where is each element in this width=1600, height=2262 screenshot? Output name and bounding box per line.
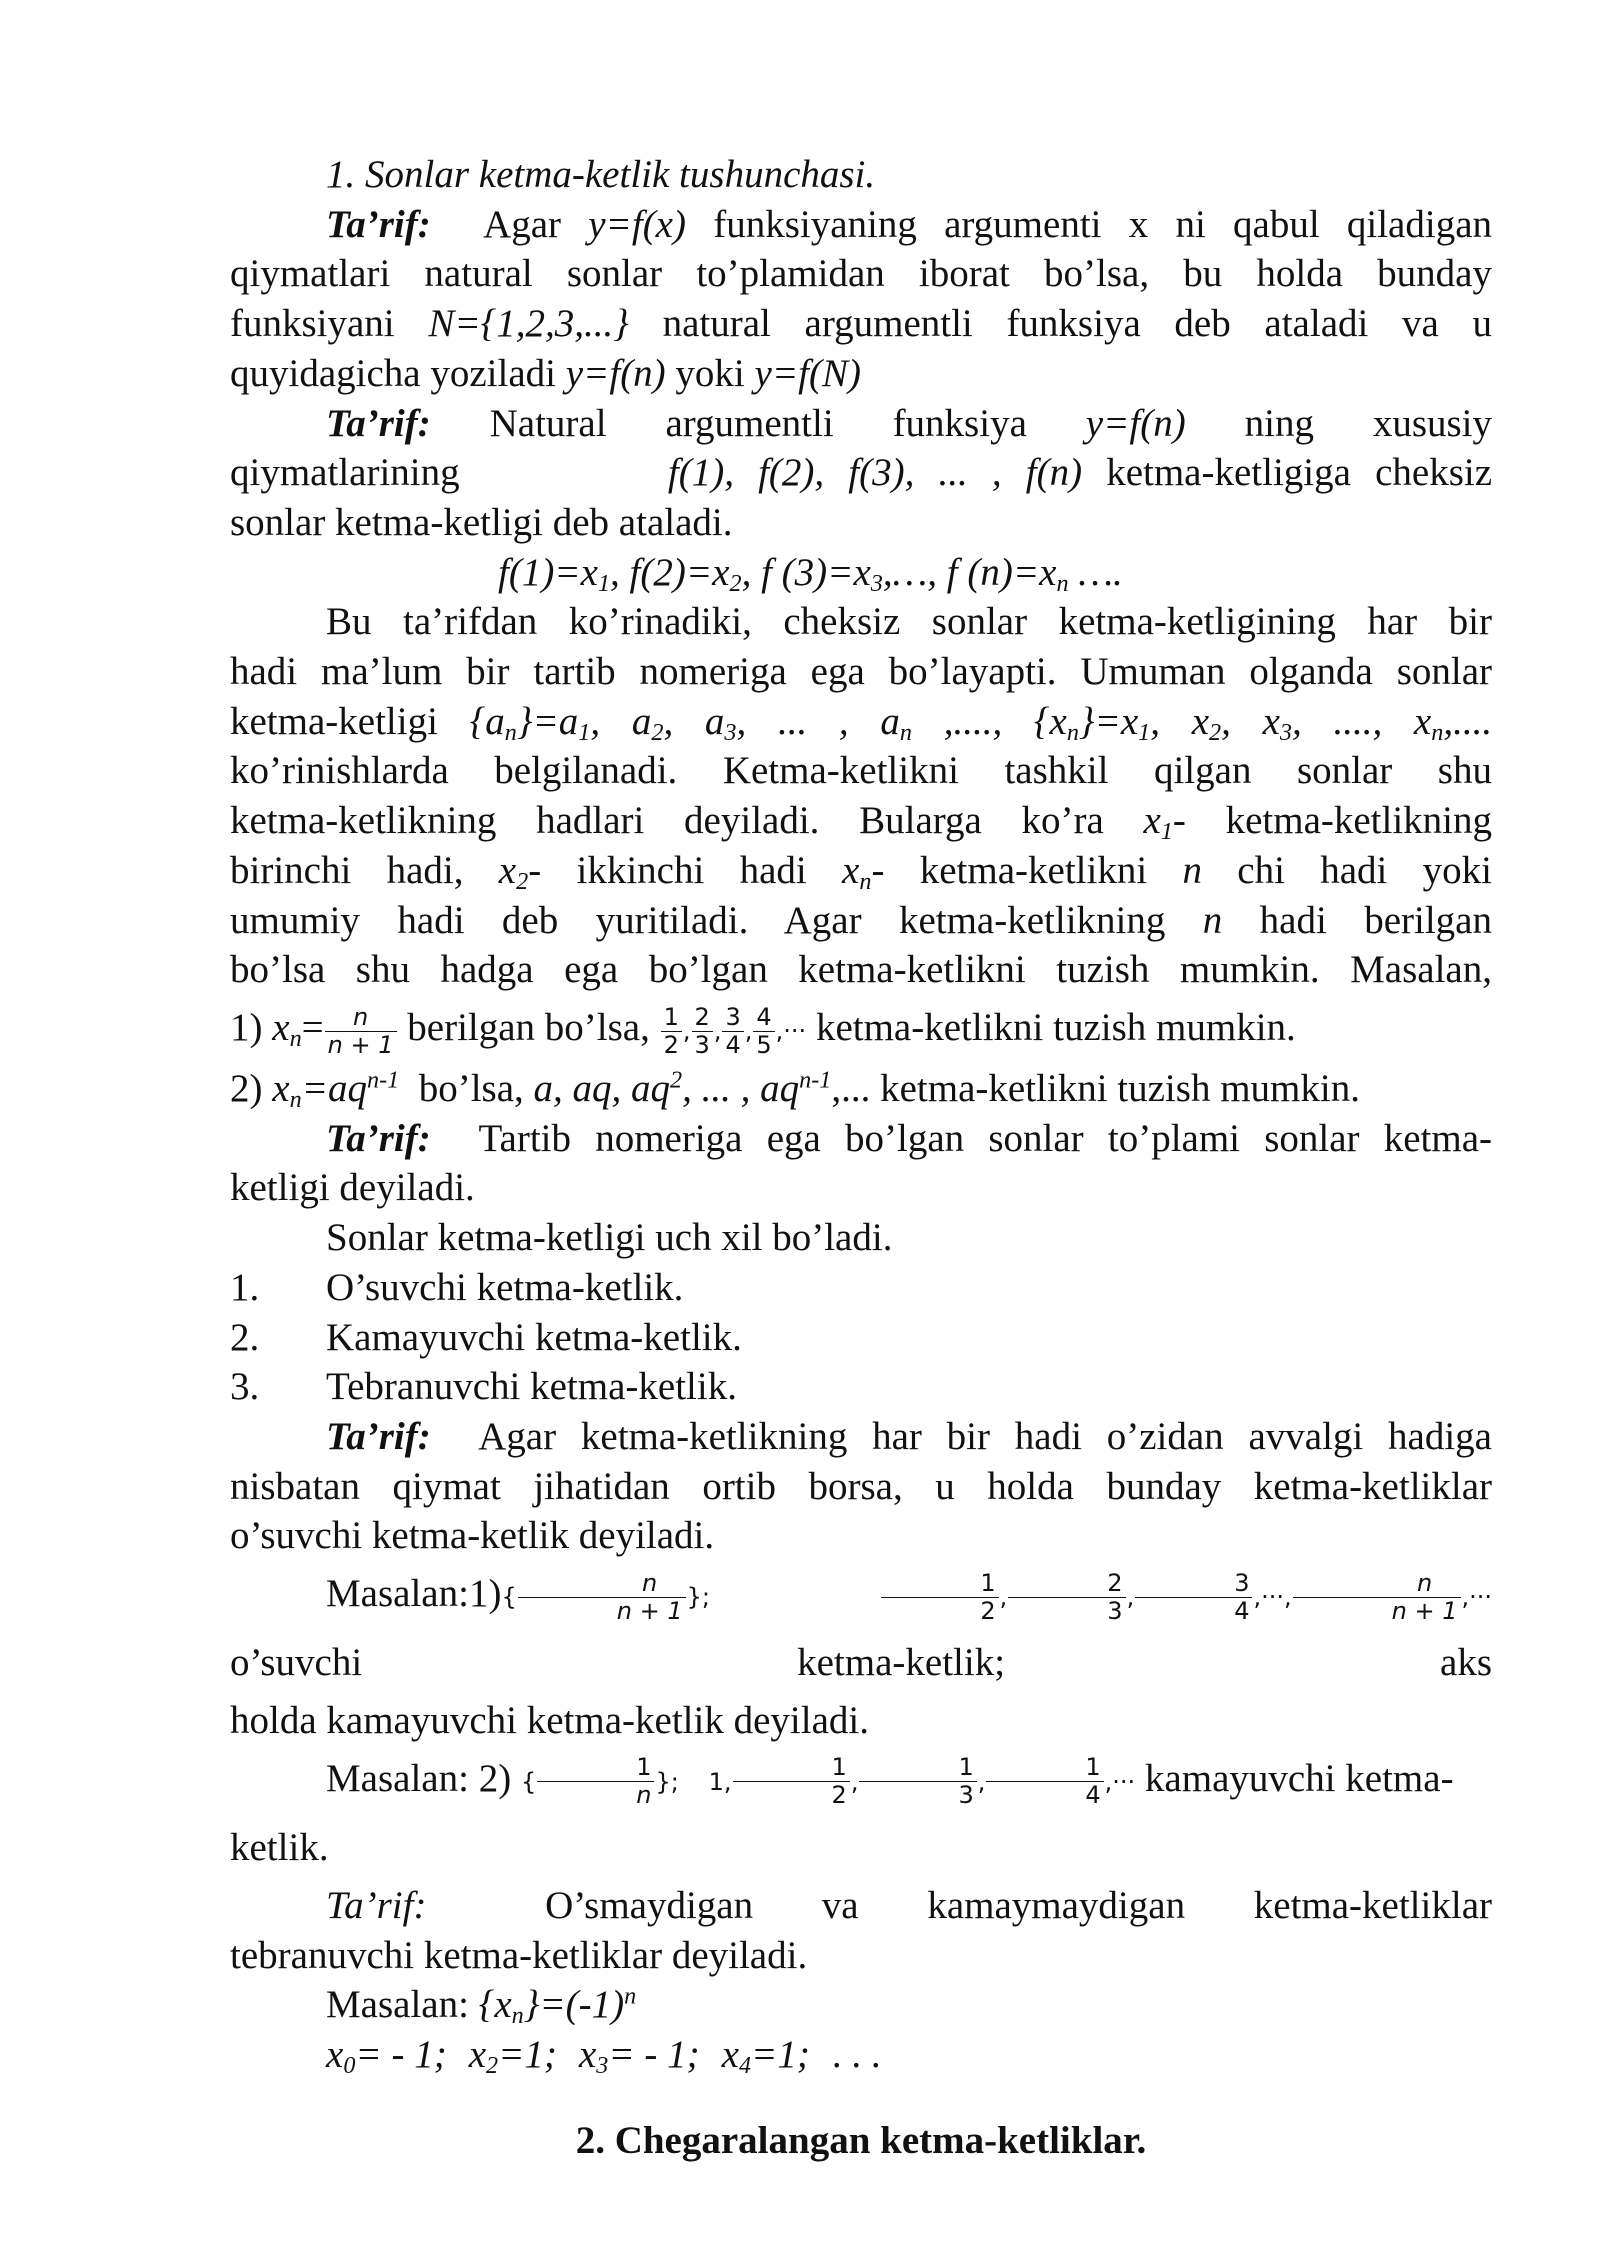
fraction: $\frac{3}{4}$ [722, 1004, 743, 1059]
definition-1-line-2: qiymatlari natural sonlar to’plamidan iborat bo’lsa, bu holda bunday [230, 252, 1492, 296]
definition-5-line-1: Ta’rif: O’smaydigan va kamaymaydigan ketma-ketliklar [326, 1883, 1492, 1927]
paragraph-3-line-5: ketma-ketlikning hadlari deyiladi. Bularga ko’ra $x_1-$ ketma-ketlikning [230, 799, 1493, 846]
fraction: $\frac{1}{2}$ [881, 1570, 998, 1625]
fraction: $\frac{1}{3}$ [859, 1754, 976, 1809]
paragraph-3-line-6: birinchi hadi, $x_2-$ ikkinchi hadi $x_n-$ ketma-ketlikni n chi hadi yoki [230, 848, 1492, 895]
list-label: Kamayuvchi ketma-ketlik. [326, 1315, 742, 1359]
fraction: $\frac{1}{2}$ [661, 1004, 682, 1059]
fraction: $\frac{3}{4}$ [1135, 1570, 1252, 1625]
list-item [230, 1313, 1492, 1363]
paragraph-3-line-8: bo’lsa shu hadga ega bo’lgan ketma-ketlikni tuzish mumkin. Masalan, [230, 948, 1492, 992]
list-item [230, 1263, 1492, 1313]
example-4: Masalan: 2) { $\frac{1}{n}$ }; 1, $\frac{1}{2}$ , $\frac{1}{3}$ , $\frac{1}{4}$ ,··· kamayuvchi ketma-ketlik. [230, 1753, 1454, 1869]
list-item [230, 1362, 1492, 1412]
list-number: 3. [230, 1365, 260, 1409]
types-intro: Sonlar ketma-ketligi uch xil bo’ladi. [326, 1216, 893, 1260]
definition-4-line-2: nisbatan qiymat jihatidan ortib borsa, u holda bunday ketma-ketliklar [230, 1464, 1492, 1508]
fraction: $\frac{4}{5}$ [753, 1004, 774, 1059]
definition-1-line-1: Ta’rif: Agar y=f(x) funksiyaning argumenti x ni qabul qiladigan [326, 202, 1493, 246]
fraction: $\frac{2}{3}$ [1008, 1570, 1125, 1625]
definition-1-line-4: quyidagicha yoziladi y=f(n) yoki y=f(N) [230, 351, 861, 395]
fraction: $\frac{1}{2}$ [733, 1754, 850, 1809]
definition-3-line-1: Ta’rif: Tartib nomeriga ega bo’lgan sonlar to’plami sonlar ketma- [326, 1116, 1493, 1160]
example-3-line-2: holda kamayuvchi ketma-ketlik deyiladi. [230, 1699, 869, 1743]
definition-4-line-3: o’suvchi ketma-ketlik deyiladi. [230, 1514, 715, 1558]
paragraph-3-line-2: hadi ma’lum bir tartib nomeriga ega bo’layapti. Umuman olganda sonlar [230, 650, 1492, 694]
example-2: 2) $x_n=aq^{n-1}$ bo’lsa, a, aq, $aq^2$, ... , $aq^{n-1}$,... ketma-ketlikni tuzish mumkin. [230, 1066, 1360, 1114]
definition-2-line-1: Ta’rif: Natural argumentli funksiya y=f(n) ning xususiy [326, 401, 1493, 445]
definition-2-line-2: qiymatlarining f(1), f(2), f(3), ... , f(n) ketma-ketligiga cheksiz [230, 451, 1493, 495]
paragraph-3-line-3: ketma-ketligi $\{a_n\}=a_1$, $a_2$, $a_3$, ... , $a_n$ ,...., $\{x_n\}=x_1$, $x_2$, $x_3$, ...., $x_n$,.... [230, 699, 1493, 746]
definition-3-line-2: ketligi deyiladi. [230, 1166, 475, 1210]
document-page [230, 150, 1492, 2165]
definition-4-line-1: Ta’rif: Agar ketma-ketlikning har bir hadi o’zidan avvalgi hadiga [326, 1414, 1492, 1458]
list-number: 2. [230, 1315, 260, 1359]
list-number: 1. [230, 1265, 260, 1309]
fraction: $\frac{n}{n + 1}$ [518, 1570, 686, 1625]
fraction: $\frac{n}{n + 1}$ [1293, 1570, 1461, 1625]
fraction: $\frac{2}{3}$ [692, 1004, 713, 1059]
example-1: 1) $x_n=$ $\frac{n}{n + 1}$ berilgan bo’lsa, $\frac{1}{2}$ , $\frac{2}{3}$ , $\frac{3}{4}$ , $\frac{4}{5}$ ,··· ketma-ketlikni tuzish mumkin. [230, 1002, 1296, 1059]
definition-5-line-2: tebranuvchi ketma-ketliklar deyiladi. [230, 1933, 808, 1977]
list-label: O’suvchi ketma-ketlik. [326, 1265, 684, 1309]
list-label: Tebranuvchi ketma-ketlik. [326, 1365, 737, 1409]
section-1-title: 1. Sonlar ketma-ketlik tushunchasi. [326, 153, 876, 196]
definition-1-line-3: funksiyani N={1,2,3,...} natural argumentli funksiya deb ataladi va u [230, 302, 1493, 346]
example-5: Masalan: $\{x_n\}=(-1)^n$ [326, 1982, 637, 2030]
paragraph-3-line-1: Bu ta’rifdan ko’rinadiki, cheksiz sonlar ketma-ketligining har bir [326, 600, 1492, 644]
example-5-values: $x_0= - 1$; $x_2=1$; $x_3= - 1$; $x_4=1$; . . . [326, 2032, 881, 2079]
fraction: $\frac{1}{4}$ [986, 1754, 1103, 1809]
fraction: $\frac{1}{n}$ [537, 1754, 654, 1809]
types-list [230, 1263, 1492, 1412]
section-2-title: 2. Chegaralangan ketma-ketliklar. [575, 2118, 1147, 2162]
definition-2-line-3: sonlar ketma-ketligi deb ataladi. [230, 500, 733, 544]
paragraph-3-line-4: ko’rinishlarda belgilanadi. Ketma-ketlikni tashkil qilgan sonlar shu [230, 749, 1492, 793]
equation-f-values: $f(1)=x_1$, $f(2)=x_2$, f $(3)=x_3,\dots$, f $(n)=x_n$ …. [498, 550, 1123, 597]
example-3: Masalan:1){ $\frac{n}{n + 1}$ }; $\frac{1}{2}$ , $\frac{2}{3}$ , $\frac{3}{4}$ ,···, $\frac{n}{n + 1}$ ,··· o’suvchi ketma-ketlik; aks [230, 1568, 1493, 1685]
fraction-n-over-n-plus-1: $\frac{n}{n + 1}$ [325, 1004, 397, 1059]
paragraph-3-line-7: umumiy hadi deb yuritiladi. Agar ketma-ketlikning n hadi berilgan [230, 898, 1492, 942]
